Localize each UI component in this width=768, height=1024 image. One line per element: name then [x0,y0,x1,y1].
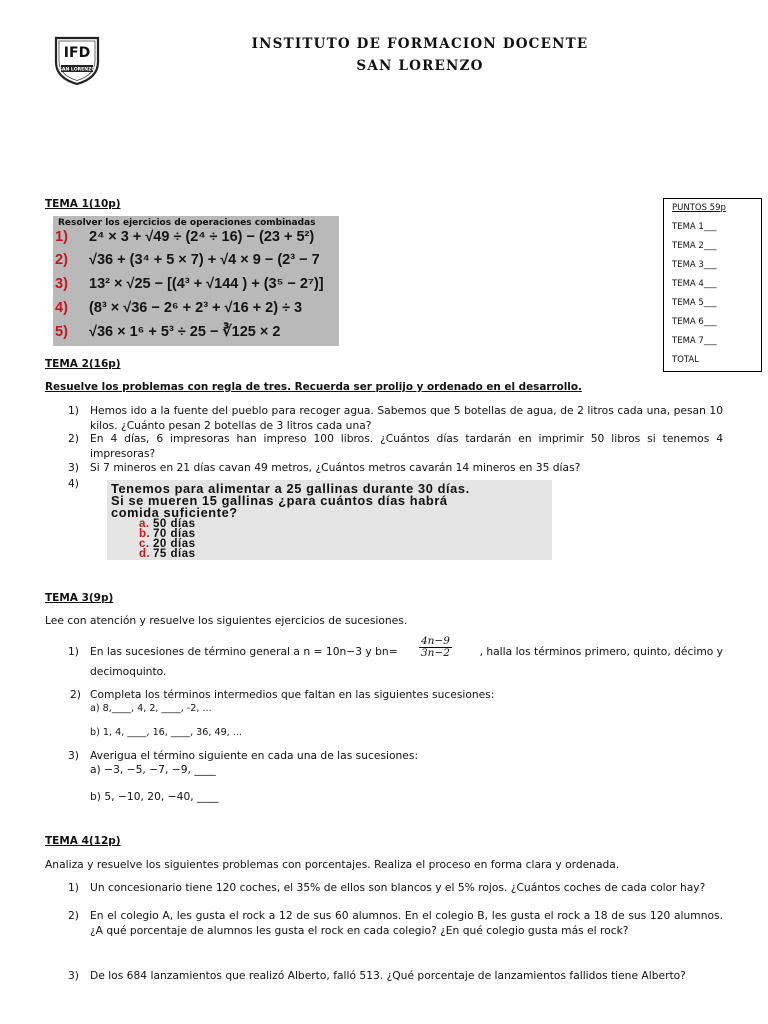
tema4-title: TEMA 4(12p) [45,835,121,847]
score-row: TEMA 6___ [672,317,717,327]
problem-line: Si se mueren 15 gallinas ¿para cuántos días habrá [111,493,448,508]
tema4-instruction: Analiza y resuelve los siguientes problemas con porcentajes. Realiza el proceso en forma clara y ordenada. [45,858,620,871]
problem-line: Tenemos para alimentar a 25 gallinas durante 30 días. [111,481,470,496]
score-row: TEMA 3___ [672,260,717,270]
operation-row: 1) 2⁴ × 3 + √49 ÷ (2⁴ ÷ 16) − (23 + 5²) [55,229,315,245]
problem-line: comida suficiente? [111,505,238,520]
score-row: TEMA 1___ [672,222,717,232]
score-table [663,198,762,372]
tema2-instruction: Resuelve los problemas con regla de tres. Recuerda ser prolijo y ordenado en el desarrollo. [45,381,582,393]
list-item: 3) Si 7 mineros en 21 días cavan 49 metros, ¿Cuántos metros cavarán 14 mineros en 35 días? [68,461,581,474]
problem-image [107,480,552,560]
score-title: PUNTOS 59p [672,203,726,213]
operation-row: 3) 13² × √25 − [(4³ + √144 ) + (3⁵ − 2⁷)] [55,276,324,292]
score-row: TEMA 7___ [672,336,717,346]
list-item: 1) Un concesionario tiene 120 coches, el 35% de ellos son blancos y el 5% rojos. ¿Cuántos coches de cada color hay? [68,881,706,894]
svg-text:SAN LORENZO: SAN LORENZO [58,67,96,73]
operation-row: 5) √36 × 1⁶ + 5³ ÷ 25 − ∛125 × 2 [55,324,281,340]
answer-option: b. 70 días [139,528,196,540]
operations-image-title: Resolver los ejercicios de operaciones combinadas [58,218,316,228]
score-row: TEMA 5___ [672,298,717,308]
operations-image [53,216,339,346]
operation-row: 4) (8³ × √36 − 2⁶ + 2³ + √16 + 2) ÷ 3 [55,300,303,316]
score-total: TOTAL [672,355,699,365]
sub-item: a) 8,____, 4, 2, ____, -2, ... [90,703,212,714]
list-item: 4) [68,477,79,490]
answer-option: c. 20 días [139,538,196,550]
list-item: 2) En 4 días, 6 impresoras han impreso 100 libros. ¿Cuántos días tardarán en imprimir 50 libros si tenemos 4 impresoras? [68,432,723,460]
list-item: 1) Hemos ido a la fuente del pueblo para recoger agua. Sabemos que 5 botellas de agua, de 2 litros cada una, pesan 10 kilos. ¿Cuánto pesan 2 botellas de 3 litros cada una? [68,404,723,432]
sequence-text-cont: , halla los términos primero, quinto, décimo y [479,645,723,658]
tema2-title: TEMA 2(16p) [45,358,121,370]
list-item: 2) Completa los términos intermedios que faltan en las siguientes sucesiones: [70,688,495,701]
tema1-title: TEMA 1(10p) [45,198,121,210]
list-item: 3) De los 684 lanzamientos que realizó Alberto, falló 513. ¿Qué porcentaje de lanzamientos fallidos tiene Alberto? [68,969,686,982]
operation-row: 2) √36 + (3⁴ + 5 × 7) + √4 × 9 − (2³ − 7 [55,252,320,268]
answer-option: d. 75 días [139,548,196,560]
list-item: 2) En el colegio A, les gusta el rock a 12 de sus 60 alumnos. En el colegio B, les gusta el rock a 18 de sus 120 alumnos. ¿A qué porcentaje de alumnos les gusta el rock en cada colegio? ¿En qué colegio gusta más el rock? [68,909,723,937]
sub-item: a) −3, −5, −7, −9, ____ [90,763,216,776]
tema3-title: TEMA 3(9p) [45,592,114,604]
institute-logo [52,34,102,86]
shield-icon [52,34,102,86]
institute-city: SAN LORENZO [356,58,484,74]
institute-name: INSTITUTO DE FORMACION DOCENTE [251,36,589,52]
fraction: $\frac{4n-9}{3n-2}$ [421,635,450,659]
score-row: TEMA 2___ [672,241,717,251]
tema3-instruction: Lee con atención y resuelve los siguientes ejercicios de sucesiones. [45,614,408,627]
list-item: 1) En las sucesiones de término general a n = 10n−3 y bn= [68,645,398,658]
sequence-text-end: decimoquinto. [90,665,167,678]
sub-item: b) 1, 4, ____, 16, ____, 36, 49, ... [90,727,242,738]
answer-option: a. 50 días [139,518,196,530]
score-row: TEMA 4___ [672,279,717,289]
svg-text:IFD: IFD [63,45,91,61]
list-item: 3) Averigua el término siguiente en cada una de las sucesiones: [68,749,419,762]
sub-item: b) 5, −10, 20, −40, ____ [90,790,219,803]
sequence-text: En las sucesiones de término general a n = 10n−3 y bn= [90,645,398,658]
